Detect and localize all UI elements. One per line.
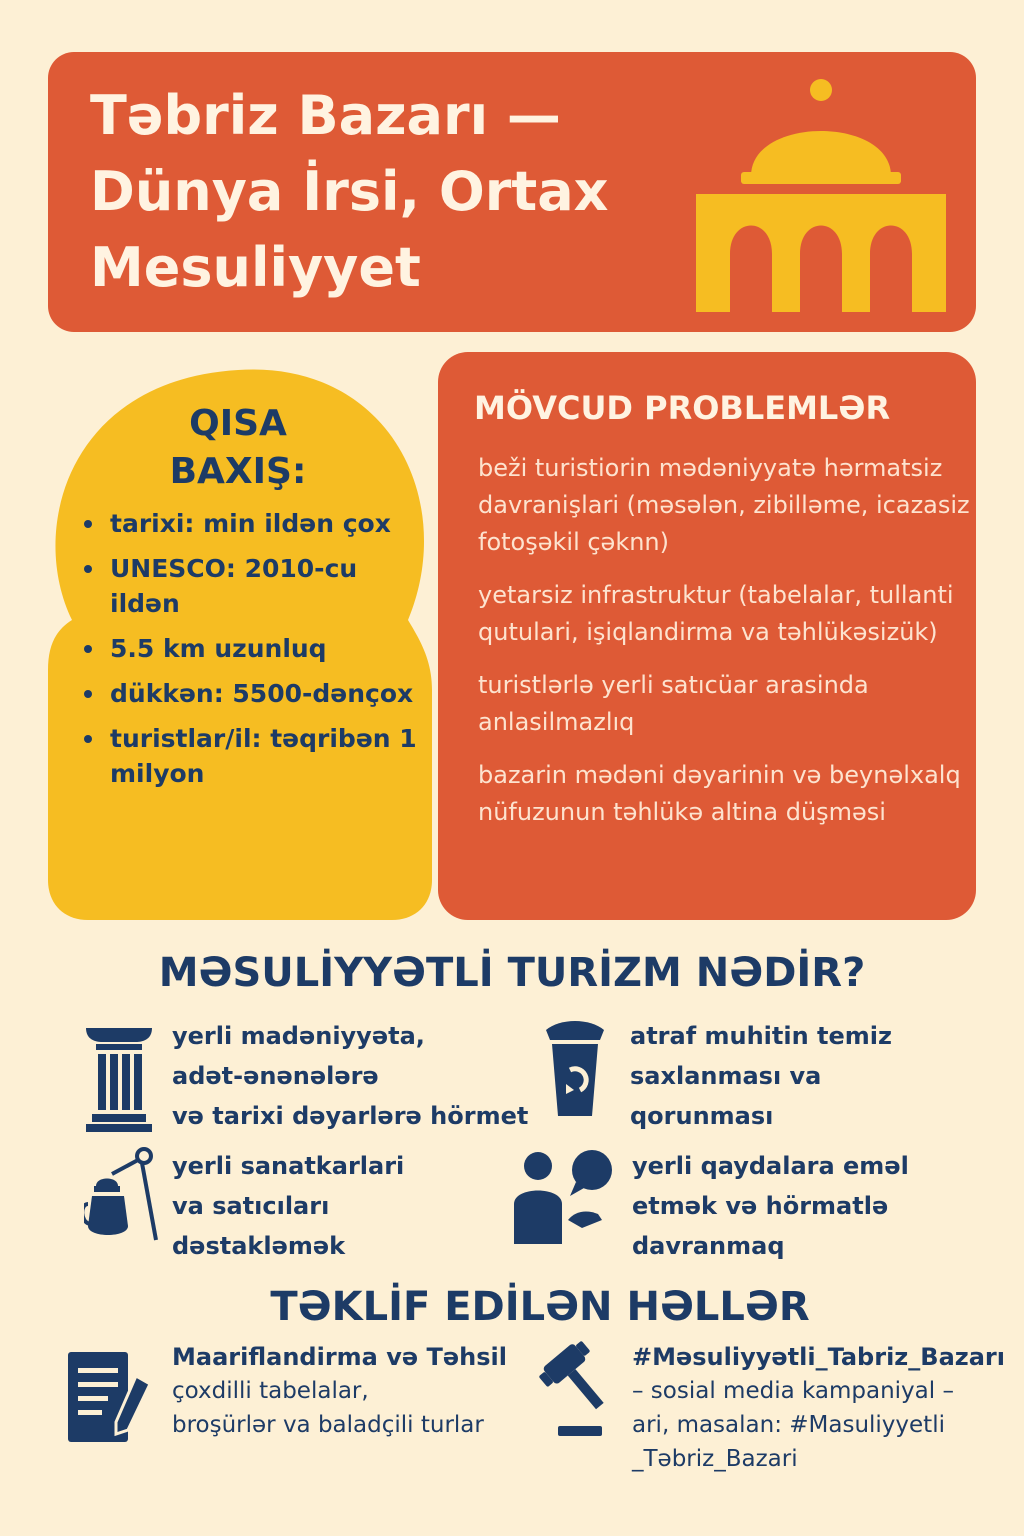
solution-body: – sosial media kampaniyal – ari, masalan: #Masuliyyetli _Təbriz_Bazari [632,1378,954,1472]
list-item: UNESCO: 2010-cu ildən [80,551,430,621]
bazaar-dome-icon [696,76,946,312]
feature-text: yerli qaydalara eməl etmək və hörmatlə davranmaq [632,1152,909,1260]
solution-campaign [536,1340,1005,1490]
solution-title: #Məsuliyyətli_Tabriz_Bazarı [632,1343,1005,1371]
list-item: 5.5 km uzunluq [80,631,430,666]
recycle-bin-icon [540,1020,610,1120]
feature-text: atraf muhitin temiz saxlanması va qorunması [630,1022,892,1130]
list-item: beži turistiorin mədəniyyatə hərmatsiz davranişlari (məsələn, zibilləme, icazasiz fotoşəkil çəknn) [478,454,970,556]
list-item: turistlar/il: təqribən 1 milyon [80,721,430,791]
feature-follow-rules [512,1146,942,1266]
solutions-heading: TƏKLİF EDİLƏN HƏLLƏR [270,1284,810,1330]
solution-title: Maariflandirma və Təhsil [172,1343,507,1371]
list-item: turistlərlə yerli satıcüar arasinda anlasilmazlıq [478,671,869,736]
feature-clean-environment [540,1016,940,1136]
list-item: yetarsiz infrastruktur (tabelalar, tullanti qutulari, işiqlandirma va təhlükəsizük) [478,581,954,646]
artisan-tools-icon [84,1146,164,1246]
page-title: Təbriz Bazarı — Dünya İrsi, Ortax Mesuliyyet [90,84,609,299]
problems-panel [438,352,976,920]
header-banner [48,52,976,332]
column-icon [84,1022,154,1134]
overview-panel [48,360,432,920]
feature-respect-culture [84,1016,534,1136]
feature-support-artisans [84,1146,524,1266]
solution-body: çoxdilli tabelalar, broşürlər va baladçili turlar [172,1378,484,1438]
gavel-icon [536,1340,620,1440]
list-item: dükkən: 5500-dənçox [80,676,430,711]
problems-title: MÖVCUD PROBLEMLƏR [474,389,891,427]
list-item: tarixi: min ildən çox [80,506,430,541]
responsible-tourism-heading: MƏSULİYYƏTLİ TURİZM NƏDİR? [158,950,866,996]
overview-title: QISA BAXIŞ: [169,403,307,492]
feature-text: yerli sanatkarlari va satıcıları dəstakləmək [172,1152,405,1260]
feature-text: yerli madəniyyəta, adət-ənənələrə və tarixi dəyarlərə hörmet [172,1022,529,1130]
problems-list [478,450,978,847]
document-pen-icon [66,1346,156,1446]
list-item: bazarin mədəni dəyarinin və beynəlxalq nüfuzunun təhlükə altina düşməsi [478,761,961,826]
overview-list [80,506,430,801]
people-speech-icon [512,1148,616,1248]
solution-education [66,1340,536,1450]
